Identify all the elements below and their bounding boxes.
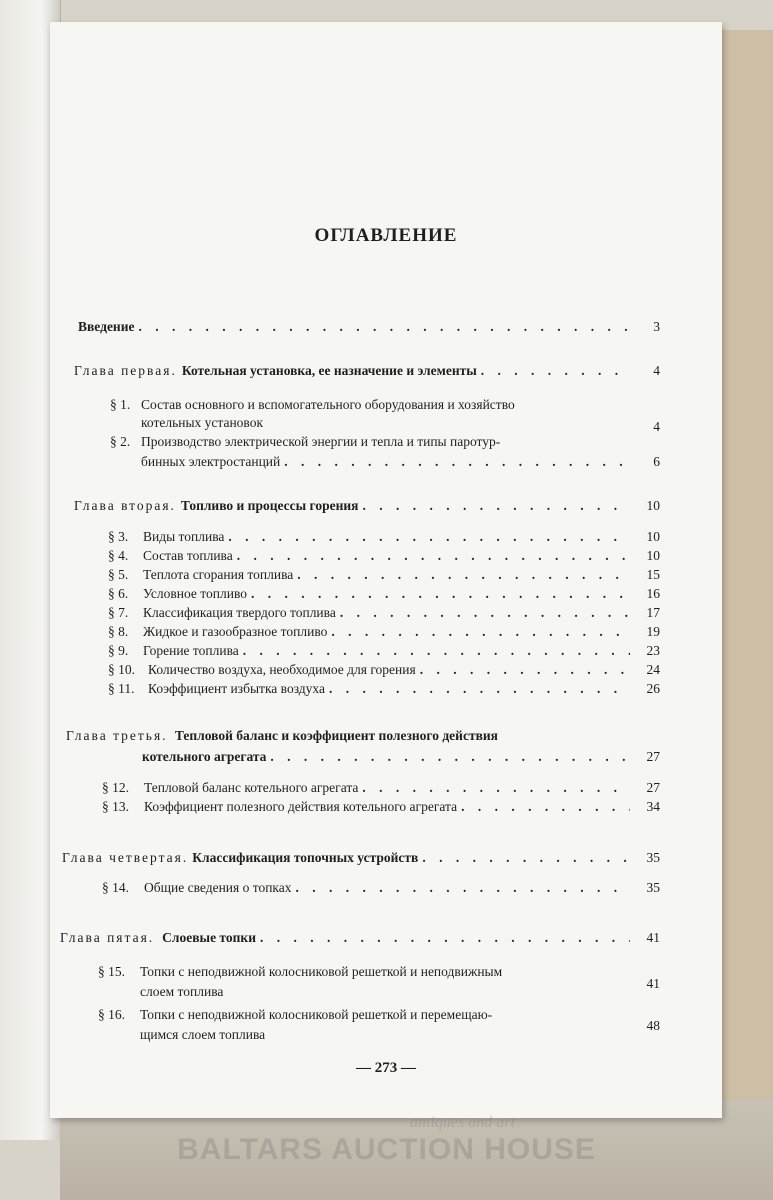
chapter-label: Глава вторая.: [74, 498, 176, 513]
section-number: § 8.: [108, 624, 129, 639]
leader-dots: [461, 799, 630, 815]
toc-section: [108, 586, 660, 602]
toc-page-number: 23: [646, 643, 660, 658]
toc-page-number: 4: [653, 363, 660, 378]
section-title-line2: слоем топлива: [140, 984, 224, 999]
section-title: Теплота сгорания топлива: [143, 567, 294, 582]
toc-page-number: 48: [646, 1018, 660, 1033]
toc-chapter-1: [74, 363, 660, 379]
toc-page-number: 35: [646, 880, 660, 895]
leader-dots: [362, 498, 630, 514]
toc-page-number: 15: [646, 567, 660, 582]
book-page: [50, 22, 722, 1118]
chapter-title: Топливо и процессы горения: [180, 498, 359, 513]
leader-dots: [362, 780, 630, 796]
toc-chapter-3: [66, 728, 498, 744]
chapter-label: Глава третья.: [66, 728, 168, 743]
toc-page-number: 10: [646, 548, 660, 563]
toc-section: [108, 624, 660, 640]
watermark-tagline: antiques and art: [410, 1114, 515, 1131]
leader-dots: [260, 930, 630, 946]
toc-chapter-2: [74, 498, 660, 514]
toc-section: [108, 548, 660, 564]
leader-dots: [331, 624, 630, 640]
chapter-label: Глава первая.: [74, 363, 177, 378]
toc-section: [108, 605, 660, 621]
toc-page-number: 16: [646, 586, 660, 601]
toc-section: [108, 662, 660, 678]
toc-page-number: 3: [653, 319, 660, 334]
chapter-label: Глава пятая.: [60, 930, 155, 945]
section-number: § 16.: [98, 1007, 125, 1022]
section-title: Общие сведения о топках: [144, 880, 292, 895]
toc-page-number: 4: [653, 419, 660, 434]
watermark: BALTARS AUCTION HOUSE: [177, 1133, 596, 1166]
toc-page-number: 19: [646, 624, 660, 639]
section-title-line2: бинных электростанций: [141, 454, 281, 469]
toc-section: [108, 567, 660, 583]
toc-intro-label: Введение: [78, 319, 135, 334]
section-title: Условное топливо: [143, 586, 247, 601]
toc-chapter-5: [60, 930, 660, 946]
chapter-title: Котельная установка, ее назначение и элементы: [181, 363, 477, 378]
section-number: § 1.: [110, 397, 131, 412]
leader-dots: [237, 548, 630, 564]
section-title-line1: Топки с неподвижной колосниковой решеткой и перемещаю-: [140, 1007, 493, 1022]
leader-dots: [243, 643, 630, 659]
toc-page-number: 27: [646, 780, 660, 795]
leader-dots: [228, 529, 630, 545]
section-title: Состав топлива: [143, 548, 233, 563]
toc-page-number: 41: [646, 930, 660, 945]
section-title: Количество воздуха, необходимое для горения: [148, 662, 416, 677]
section-title: Коэффициент полезного действия котельного агрегата: [144, 799, 458, 814]
section-line2: [141, 454, 660, 470]
toc-intro: [78, 319, 660, 335]
leader-dots: [270, 749, 630, 765]
section-number: § 3.: [108, 529, 129, 544]
leader-dots: [138, 319, 630, 335]
toc-page-number: 35: [646, 850, 660, 865]
toc-section: [108, 529, 660, 545]
section-number: § 12.: [102, 780, 129, 795]
section-title: Тепловой баланс котельного агрегата: [144, 780, 359, 795]
toc-page-number: 27: [646, 749, 660, 764]
section-number: § 10.: [108, 662, 135, 677]
toc-section: [108, 681, 660, 697]
section-title-line1: Производство электрической энергии и тепла и типы паротур-: [141, 434, 501, 449]
section-number: § 5.: [108, 567, 129, 582]
leader-dots: [329, 681, 630, 697]
section-title-line2: щимся слоем топлива: [140, 1027, 266, 1042]
toc-page-number: 17: [646, 605, 660, 620]
leader-dots: [284, 454, 630, 470]
section-title: Коэффициент избытка воздуха: [148, 681, 325, 696]
toc-chapter-3-line2: [142, 749, 660, 765]
toc-chapter-4: [62, 850, 660, 866]
chapter-title: Слоевые топки: [162, 930, 256, 945]
toc-page-number: 26: [646, 681, 660, 696]
section-number: § 6.: [108, 586, 129, 601]
section-number: § 11.: [108, 681, 135, 696]
section-title: Жидкое и газообразное топливо: [143, 624, 328, 639]
section-title: Горение топлива: [143, 643, 239, 658]
section-title-line1: Состав основного и вспомогательного оборудования и хозяйство: [141, 397, 515, 412]
leader-dots: [481, 363, 630, 379]
leader-dots: [296, 880, 630, 896]
chapter-title-line2: котельного агрегата: [142, 749, 267, 764]
toc-page-number: 34: [646, 799, 660, 814]
toc-page-number: 24: [646, 662, 660, 677]
section-title: Классификация твердого топлива: [143, 605, 336, 620]
toc-page-number: 6: [653, 454, 660, 469]
chapter-title: Классификация топочных устройств: [192, 850, 419, 865]
leader-dots: [420, 662, 630, 678]
toc-page-number: 41: [646, 976, 660, 991]
section-number: § 15.: [98, 964, 125, 979]
section-number: § 13.: [102, 799, 129, 814]
page-title: ОГЛАВЛЕНИЕ: [314, 225, 458, 246]
toc-section: [108, 643, 660, 659]
toc-section: [102, 799, 660, 815]
toc-page-number: 10: [646, 498, 660, 513]
toc-page-number: 10: [646, 529, 660, 544]
section-title-line1: Топки с неподвижной колосниковой решеткой и неподвижным: [140, 964, 503, 979]
toc-section: [102, 880, 660, 896]
section-number: § 4.: [108, 548, 129, 563]
chapter-title-line1: Тепловой баланс и коэффициент полезного действия: [174, 728, 498, 743]
leader-dots: [340, 605, 630, 621]
section-title: Виды топлива: [143, 529, 225, 544]
leader-dots: [422, 850, 630, 866]
chapter-label: Глава четвертая.: [62, 850, 189, 865]
section-number: § 2.: [110, 434, 131, 449]
leader-dots: [251, 586, 630, 602]
section-number: § 7.: [108, 605, 129, 620]
page-number: — 273 —: [356, 1060, 416, 1076]
leader-dots: [297, 567, 630, 583]
section-number: § 9.: [108, 643, 129, 658]
section-title-line2: котельных установок: [141, 415, 264, 430]
toc-section: [102, 780, 660, 796]
section-number: § 14.: [102, 880, 129, 895]
